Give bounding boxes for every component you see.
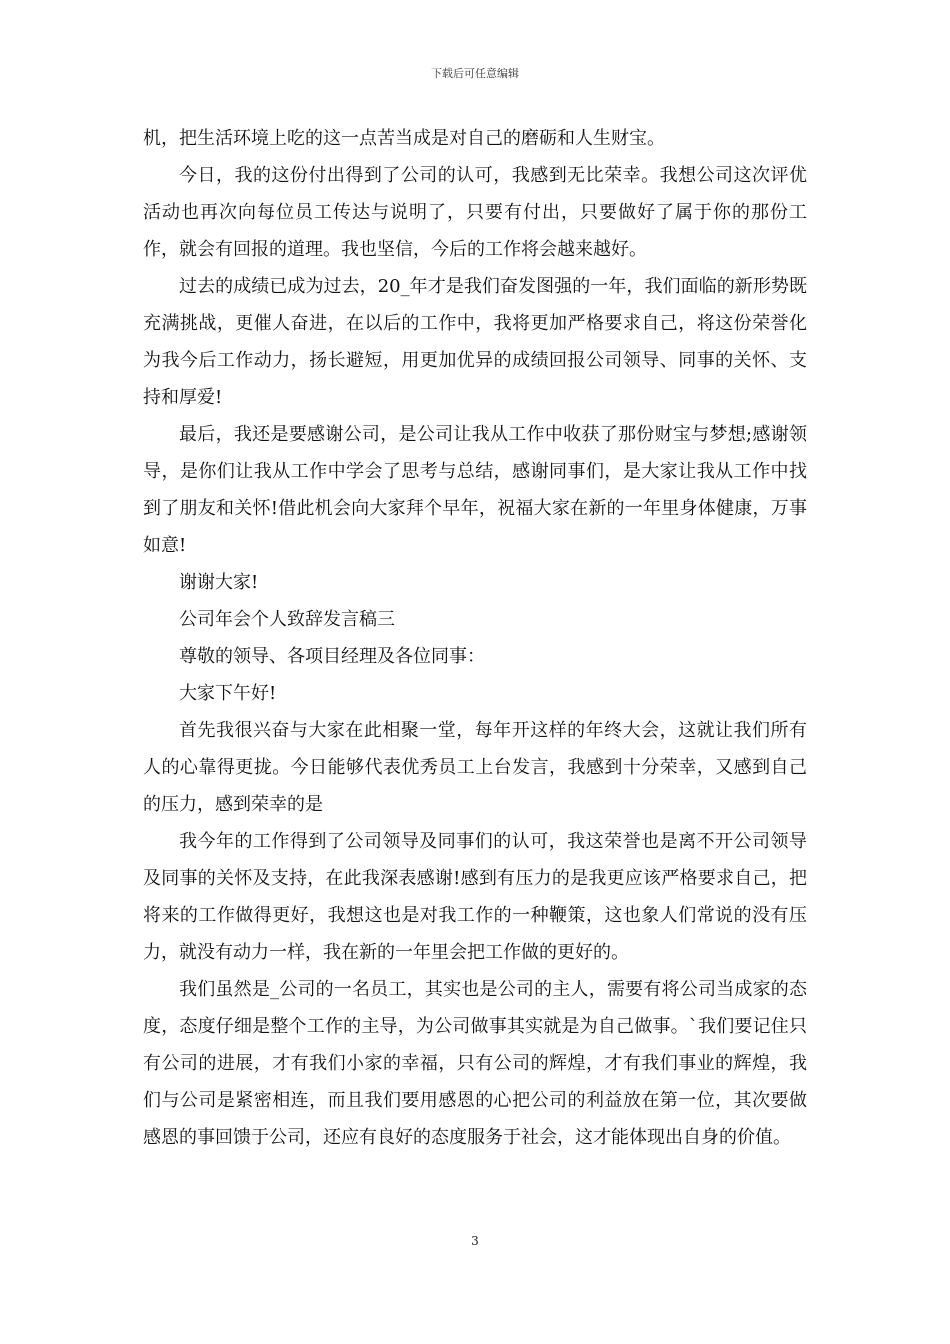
paragraph: 过去的成绩已成为过去，20_年才是我们奋发图强的一年，我们面临的新形势既充满挑战，更催人奋进，在以后的工作中，我将更加严格要求自己，将这份荣誉化为我今后工作动力，扬长避短，用更加优异的成绩回报公司领导、同事的关怀、支持和厚爱! [143,276,807,408]
salutation: 尊敬的领导、各项目经理及各位同事： [179,646,485,667]
section-title: 公司年会个人致辞发言稿三 [179,609,395,630]
paragraph: 最后，我还是要感谢公司，是公司让我从工作中收获了那份财宝与梦想;感谢领导，是你们让我从工作中学会了思考与总结，感谢同事们，是大家让我从工作中找到了朋友和关怀!借此机会向大家拜个早年，祝福大家在新的一年里身体健康，万事如意! [143,424,807,556]
paragraph: 我们虽然是_公司的一名员工，其实也是公司的主人，需要有将公司当成家的态度，态度仔细是整个工作的主导，为公司做事其实就是为自己做事。`我们要记住只有公司的进展，才有我们小家的幸福，只有公司的辉煌，才有我们事业的辉煌，我们与公司是紧密相连，而且我们要用感恩的心把公司的利益放在第一位，其次要做感恩的事回馈于公司，还应有良好的态度服务于社会，这才能体现出自身的价值。 [143,979,807,1148]
paragraph: 我今年的工作得到了公司领导及同事们的认可，我这荣誉也是离不开公司领导及同事的关怀及支持，在此我深表感谢!感到有压力的是我更应该严格要求自己，把将来的工作做得更好，我想这也是对我工作的一种鞭策，这也象人们常说的没有压力，就没有动力一样，我在新的一年里会把工作做的更好的。 [143,831,807,963]
paragraph: 机，把生活环境上吃的这一点苦当成是对自己的磨砺和人生财宝。 [143,128,665,149]
greeting: 大家下午好! [179,683,277,704]
page-header: 下载后可任意编辑 [431,67,519,80]
document-body [143,120,807,1156]
paragraph-thanks: 谢谢大家! [179,572,259,593]
page-number: 3 [471,1234,479,1248]
paragraph: 首先我很兴奋与大家在此相聚一堂，每年开这样的年终大会，这就让我们所有人的心靠得更拢。今日能够代表优秀员工上台发言，我感到十分荣幸，又感到自己的压力，感到荣幸的是 [143,720,807,815]
paragraph: 今日，我的这份付出得到了公司的认可，我感到无比荣幸。我想公司这次评优活动也再次向每位员工传达与说明了，只要有付出，只要做好了属于你的那份工作，就会有回报的道理。我也坚信，今后的工作将会越来越好。 [143,165,807,260]
